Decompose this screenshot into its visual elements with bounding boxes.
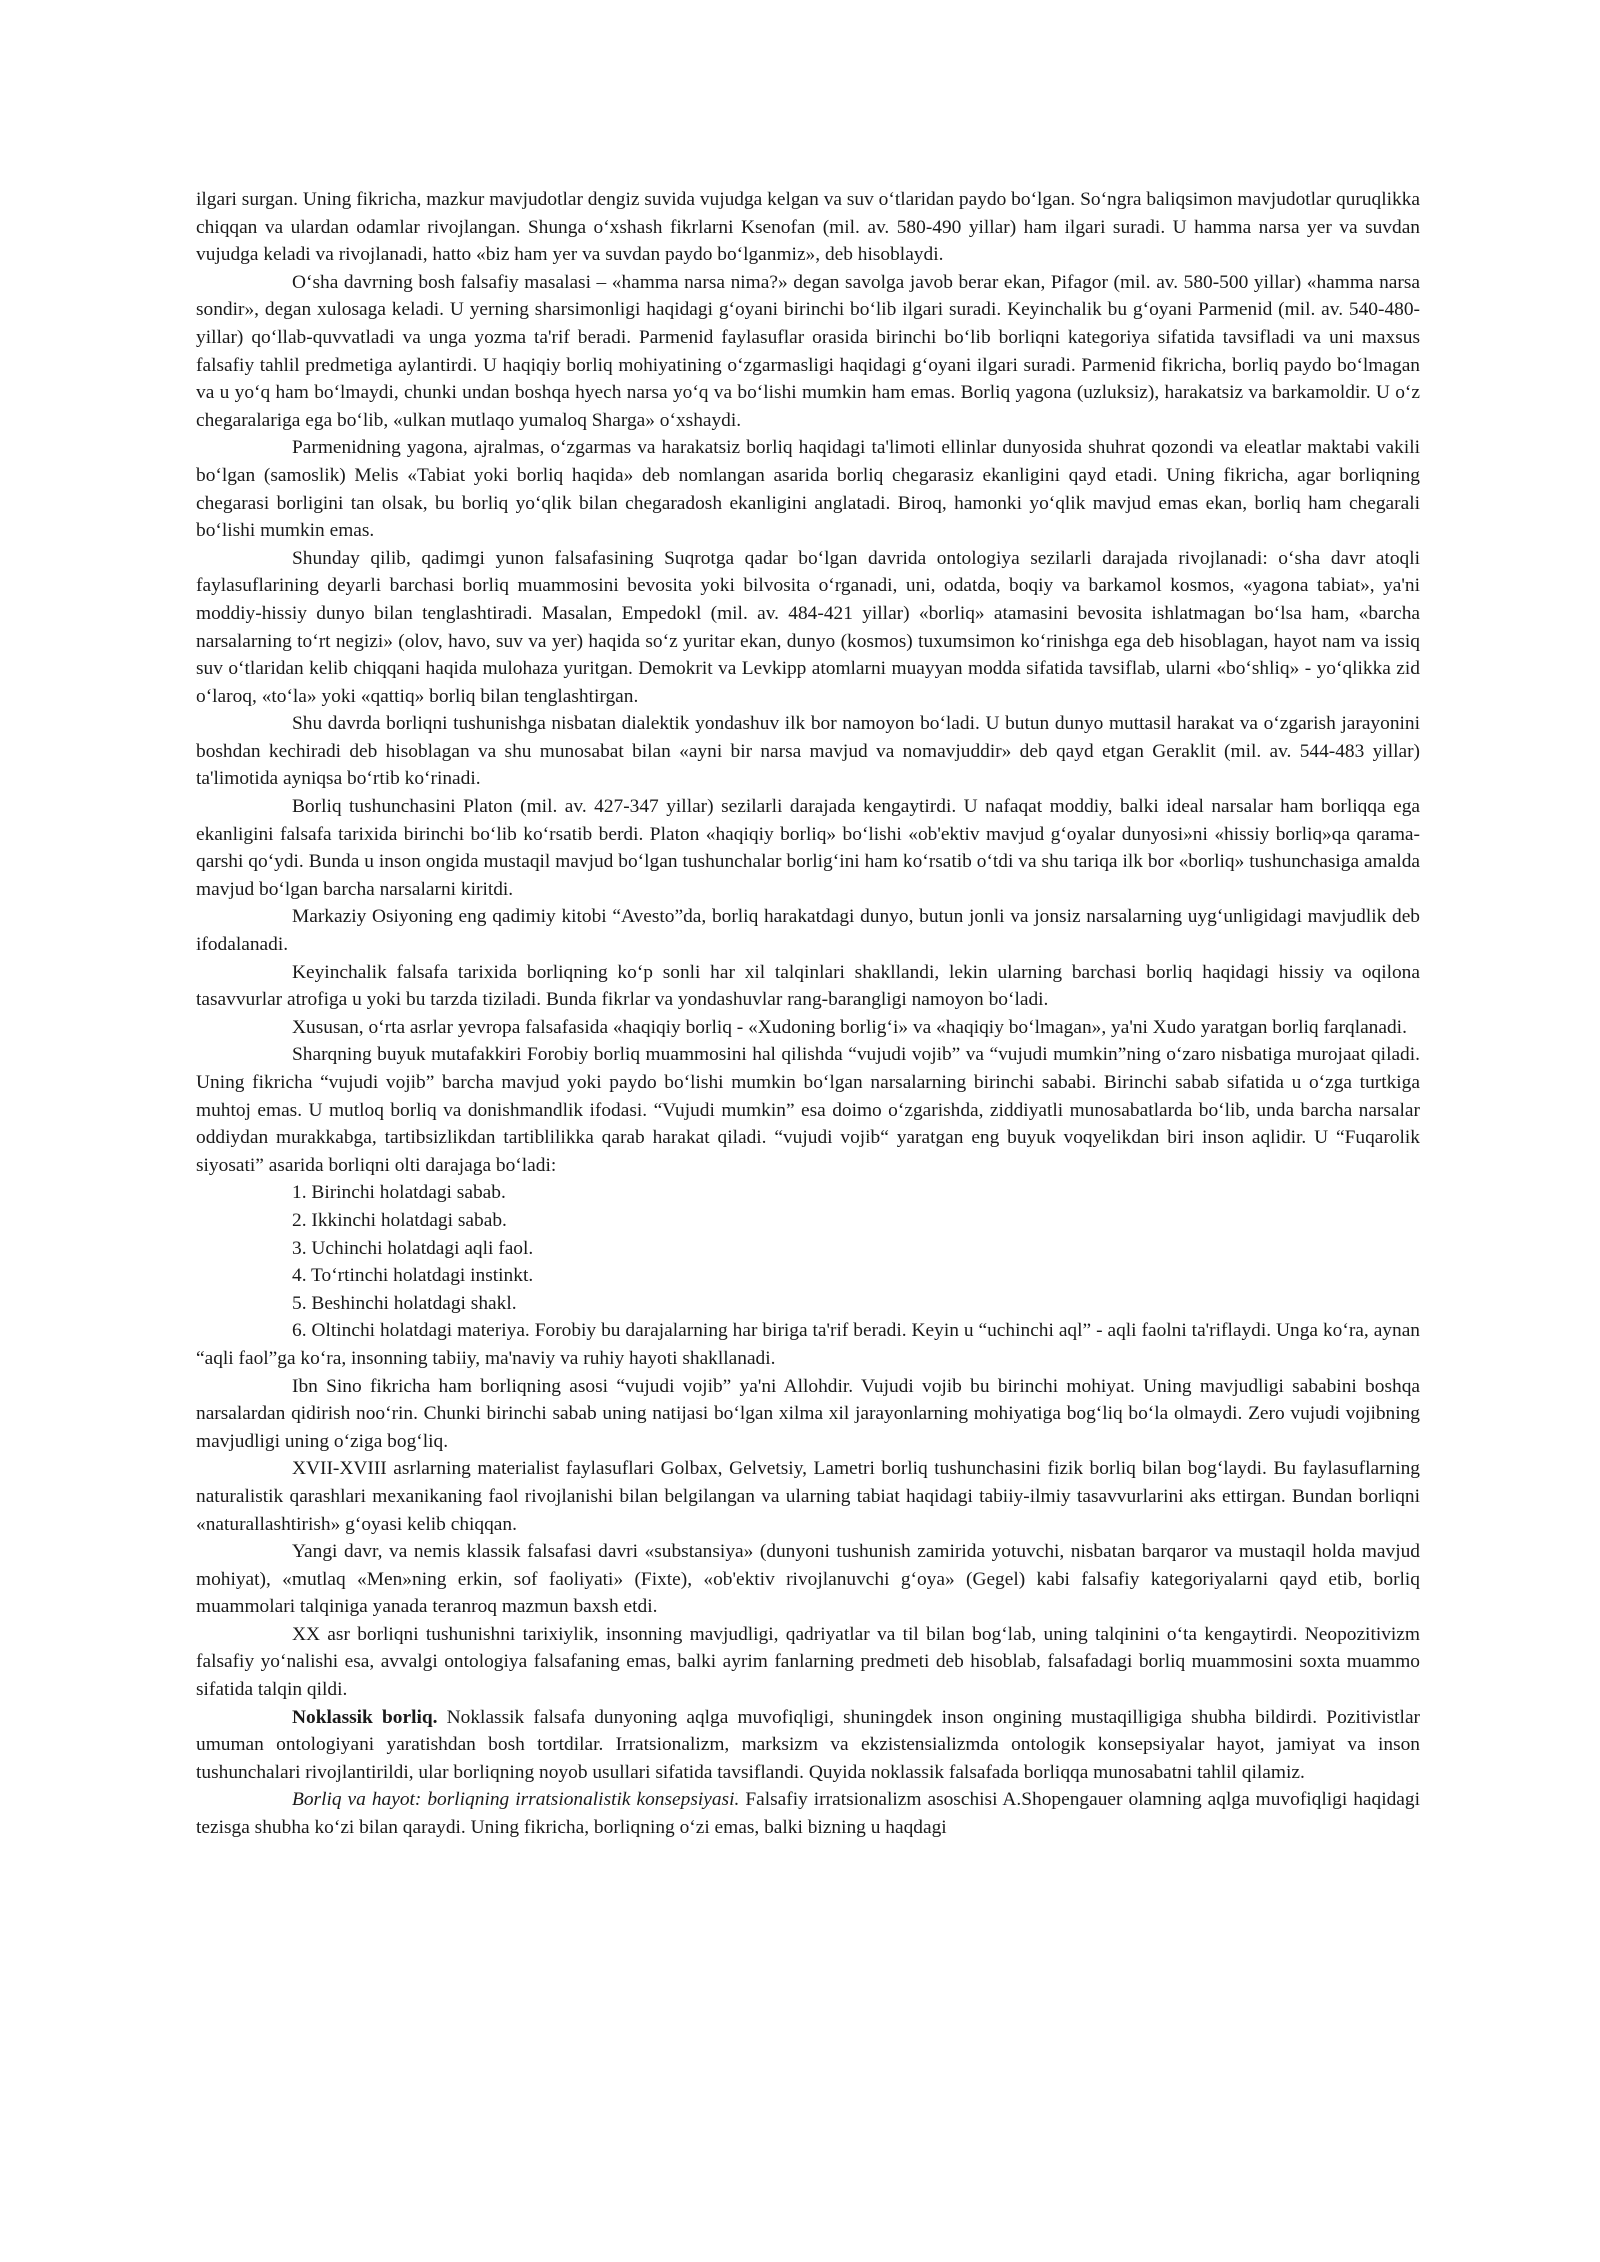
paragraph-12: Ibn Sino fikricha ham borliqning asosi “vujudi vojib” ya'ni Allohdir. Vujudi vojib bu birinchi mohiyat. Uning mavjudligi sababini boshqa narsalardan qidirish noo‘rin. Chunki birinchi sabab uning natijasi bo‘lgan xilma xil jarayonlarning mohiyatiga bog‘liq bo‘la olmaydi. Zero vujudi vojibning mavjudligi uning o‘ziga bog‘liq.: [196, 1375, 1420, 1452]
paragraph-3: Parmenidning yagona, ajralmas, o‘zgarmas va harakatsiz borliq haqidagi ta'limoti ellinlar dunyosida shuhrat qozondi va eleatlar maktabi vakili bo‘lgan (samoslik) Melis «Tabiat yoki borliq haqida» deb nomlangan asarida borliq chegarasiz ekanligini qayd etadi. Uning fikricha, agar borliqning chegarasi borligini tan olsak, bu borliq yo‘qlik bilan chegaradosh ekanligini anglatadi. Biroq, hamonki yo‘qlik mavjud emas ekan, borliq ham chegarali bo‘lishi mumkin emas.: [196, 437, 1420, 542]
paragraph-6: Borliq tushunchasini Platon (mil. av. 427-347 yillar) sezilarli darajada kengaytirdi. U nafaqat moddiy, balki ideal narsalar ham borliqqa ega ekanligini falsafa tarixida birinchi bo‘lib ko‘rsatib berdi. Platon «haqiqiy borliq» bo‘lishi «ob'ektiv mavjud g‘oyalar dunyosi»ni «hissiy borliq»qa qarama-qarshi qo‘ydi. Bunda u inson ongida mustaqil mavjud bo‘lgan tushunchalar borlig‘ini ham ko‘rsatib o‘tdi va shu tariqa ilk bor «borliq» tushunchasiga amalda mavjud bo‘lgan barcha narsalarni kiritdi.: [196, 796, 1420, 900]
noklassik-text: Noklassik falsafa dunyoning aqlga muvofiqligi, shuningdek inson ongining mustaqilligiga shubha bildirdi. Pozitivistlar umuman ontologiyani yaratishdan bosh tortdilar. Irratsionalizm, marksizm va ekzistensializmda ontologik konsepsiyalar hayot, jamiyat va inson tushunchalari rivojlantirildi, ular borliqning noyob usullari sifatida tavsiflandi. Quyida noklassik falsafada borliqqa munosabatni tahlil qilamiz.: [196, 1706, 1421, 1783]
paragraph-14: Yangi davr, va nemis klassik falsafasi davri «substansiya» (dunyoni tushunish zamirida yotuvchi, nisbatan barqaror va mustaqil holda mavjud mohiyat), «mutlaq «Men»ning erkin, sof faoliyati» (Fixte), «ob'ektiv rivojlanuvchi g‘oya» (Gegel) kabi falsafiy kategoriyalarni qayd etib, borliq muammolari talqiniga yanada teranroq mazmun baxsh etdi.: [196, 1541, 1420, 1618]
paragraph-noklassik: [196, 1704, 1420, 1787]
paragraph-8: Keyinchalik falsafa tarixida borliqning ko‘p sonli har xil talqinlari shakllandi, lekin ularning barchasi borliq haqidagi hissiy va oqilona tasavvurlar atrofiga u yoki bu tarzda tiziladi. Bunda fikrlar va yondashuvlar rang-barangligi namoyon bo‘ladi.: [196, 961, 1420, 1011]
document-page: [196, 186, 1420, 1842]
noklassik-heading: Noklassik borliq.: [292, 1706, 438, 1728]
paragraph-10: Sharqning buyuk mutafakkiri Forobiy borliq muammosini hal qilishda “vujudi vojib” va “vujudi mumkin”ning o‘zaro nisbatiga murojaat qiladi. Uning fikricha “vujudi vojib” barcha mavjud yoki paydo bo‘lishi mumkin bo‘lgan narsalarning birinchi sababi. Birinchi sabab sifatida u o‘zga turtkiga muhtoj emas. U mutloq borliq va donishmandlik ifodasi. “Vujudi mumkin” esa doimo o‘zgarishda, ziddiyatli munosabatlarda bo‘lib, unda barcha narsalar oddiydan murakkabga, tartibsizlikdan tartiblilikka qarab harakat qiladi. “vujudi vojib“ yaratgan eng buyuk voqyelikdan biri inson aqlidir. U “Fuqarolik siyosati” asarida borliqni olti darajaga bo‘ladi:: [196, 1044, 1420, 1176]
irratsional-heading: Borliq va hayot: borliqning irratsionalistik konsepsiyasi.: [292, 1789, 740, 1811]
paragraph-15: XX asr borliqni tushunishni tarixiylik, insonning mavjudligi, qadriyatlar va til bilan bog‘lab, uning talqinini o‘ta kengaytirdi. Neopozitivizm falsafiy yo‘nalishi esa, avvalgi ontologiya falsafaning emas, balki ayrim fanlarning predmeti deb hisoblab, falsafadagi borliq muammosini soxta muammo sifatida talqin qildi.: [196, 1623, 1420, 1701]
paragraph-11: 6. Oltinchi holatdagi materiya. Forobiy bu darajalarning har biriga ta'rif beradi. Keyin u “uchinchi aql” - aqli faolni ta'riflaydi. Unga ko‘ra, aynan “aqli faol”ga ko‘ra, insonning tabiiy, ma'naviy va ruhiy hayoti shakllanadi.: [196, 1320, 1420, 1369]
list-item-3: 3. Uchinchi holatdagi aqli faol.: [292, 1237, 534, 1259]
list-item-5: 5. Beshinchi holatdagi shakl.: [292, 1292, 517, 1314]
paragraph-13: XVII-XVIII asrlarning materialist faylasuflari Golbax, Gelvetsiy, Lametri borliq tushunchasini fizik borliq bilan bog‘laydi. Bu faylasuflarning naturalistik qarashlari mexanikaning faol rivojlanishi bilan belgilangan va ularning tabiat haqidagi tabiiy-ilmiy tasavvurlarini aks ettirgan. Bundan borliqni «naturallashtirish» g‘oyasi kelib chiqqan.: [196, 1458, 1420, 1535]
paragraph-2: O‘sha davrning bosh falsafiy masalasi – «hamma narsa nima?» degan savolga javob berar ekan, Pifagor (mil. av. 580-500 yillar) «hamma narsa sondir», degan xulosaga keladi. U yerning sharsimonligi haqidagi g‘oyani birinchi bo‘lib ilgari suradi. Keyinchalik bu g‘oyani Parmenid (mil. av. 540-480-yillar) qo‘llab-quvvatladi va unga yozma ta'rif beradi. Parmenid faylasuflar orasida birinchi bo‘lib borliqni kategoriya sifatida tavsifladi va uni maxsus falsafiy tahlil predmetiga aylantirdi. U haqiqiy borliq mohiyatining o‘zgarmasligi haqidagi g‘oyani ilgari suradi. Parmenid fikricha, borliq paydo bo‘lmagan va u yo‘q ham bo‘lmaydi, chunki undan boshqa hyech narsa yo‘q va bo‘lishi mumkin ham emas. Borliq yagona (uzluksiz), harakatsiz va barkamoldir. U o‘z chegaralariga ega bo‘lib, «ulkan mutlaqo yumaloq Sharga» o‘xshaydi.: [196, 271, 1420, 431]
paragraph-9: Xususan, o‘rta asrlar yevropa falsafasida «haqiqiy borliq - «Xudoning borlig‘i» va «haqiqiy bo‘lmagan», ya'ni Xudo yaratgan borliq farqlanadi.: [292, 1016, 1407, 1038]
list-item-2: 2. Ikkinchi holatdagi sabab.: [292, 1209, 507, 1231]
paragraph-irratsional: [196, 1786, 1420, 1841]
list-item-1: 1. Birinchi holatdagi sabab.: [292, 1182, 506, 1204]
paragraph-5: Shu davrda borliqni tushunishga nisbatan dialektik yondashuv ilk bor namoyon bo‘ladi. U butun dunyo muttasil harakat va o‘zgarish jarayonini boshdan kechiradi deb hisoblagan va shu munosabat bilan «ayni bir narsa mavjud va nomavjuddir» deb qayd etgan Geraklit (mil. av. 544-483 yillar) ta'limotida ayniqsa bo‘rtib ko‘rinadi.: [196, 713, 1420, 790]
paragraph-7: Markaziy Osiyoning eng qadimiy kitobi “Avesto”da, borliq harakatdagi dunyo, butun jonli va jonsiz narsalarning uyg‘unligidagi mavjudlik deb ifodalanadi.: [196, 906, 1420, 956]
paragraph-1: ilgari surgan. Uning fikricha, mazkur mavjudotlar dengiz suvida vujudga kelgan va suv o‘tlaridan paydo bo‘lgan. So‘ngra baliqsimon mavjudotlar quruqlikka chiqqan va ulardan odamlar rivojlangan. Shunga o‘xshash fikrlarni Ksenofan (mil. av. 580-490 yillar) ham ilgari suradi. U hamma narsa yer va suvdan vujudga keladi va rivojlanadi, hatto «biz ham yer va suvdan paydo bo‘lganmiz», deb hisoblaydi.: [196, 189, 1420, 266]
irratsional-text: Falsafiy irratsionalizm asoschisi A.Shopengauer olamning aqlga muvofiqligi haqidagi tezisga shubha ko‘zi bilan qaraydi. Uning fikricha, borliqning o‘zi emas, balki bizning u haqdagi: [196, 1789, 1420, 1839]
list-item-4: 4. To‘rtinchi holatdagi instinkt.: [292, 1265, 534, 1287]
paragraph-4: Shunday qilib, qadimgi yunon falsafasining Suqrotga qadar bo‘lgan davrida ontologiya sezilarli darajada rivojlanadi: o‘sha davr atoqli faylasuflarining deyarli barchasi borliq muammosini bevosita yoki bilvosita o‘rganadi, uni, odatda, boqiy va barkamol kosmos, «yagona tabiat», ya'ni moddiy-hissiy dunyo bilan tenglashtiradi. Masalan, Empedokl (mil. av. 484-421 yillar) «borliq» atamasini bevosita ishlatmagan bo‘lsa ham, «barcha narsalarning to‘rt negizi» (olov, havo, suv va yer) haqida so‘z yuritar ekan, dunyo (kosmos) tuxumsimon ko‘rinishga ega deb hisoblagan, hayot nam va issiq suv o‘tlaridan kelib chiqqani haqida mulohaza yuritgan. Demokrit va Levkipp atomlarni muayyan modda sifatida tavsiflab, ularni «bo‘shliq» - yo‘qlikka zid o‘laroq, «to‘la» yoki «qattiq» borliq bilan tenglashtirgan.: [196, 547, 1420, 707]
